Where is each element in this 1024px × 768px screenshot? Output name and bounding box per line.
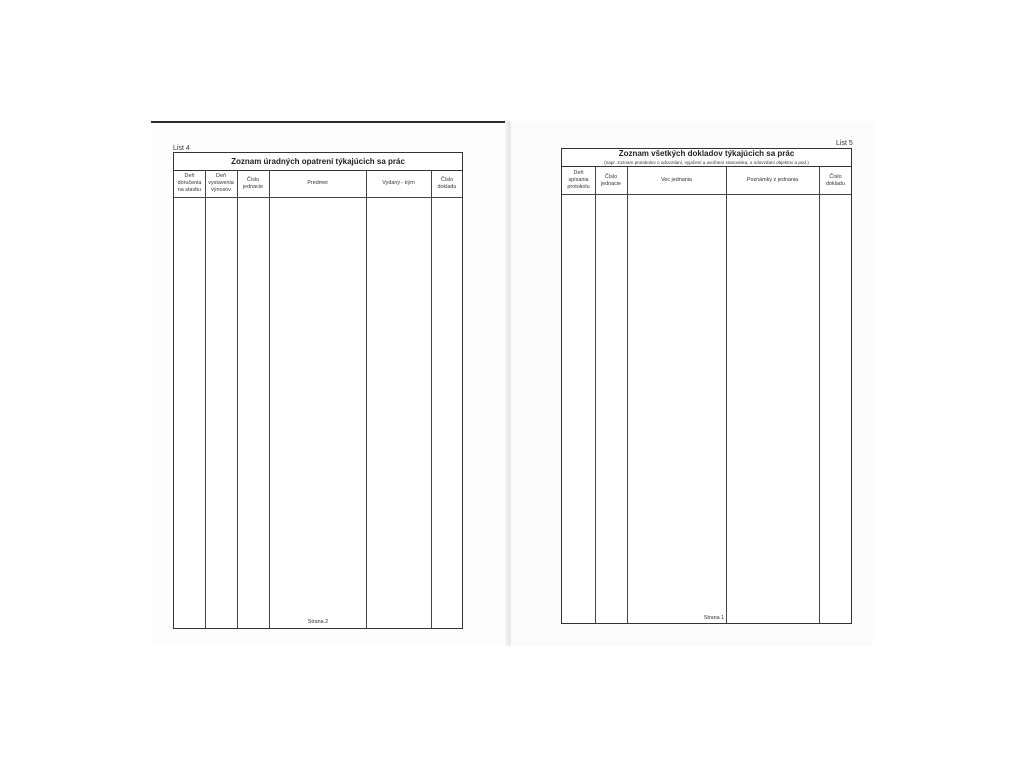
left-col-divider <box>366 170 367 628</box>
left-col-divider <box>431 170 432 628</box>
left-header-document-number: Číslo dokladu <box>437 176 457 190</box>
left-header-issue-date: Deň vystavenia výnosov <box>208 173 234 193</box>
right-table <box>561 148 852 624</box>
left-header-divider <box>174 197 462 198</box>
left-header-subject: Predmet <box>307 180 328 186</box>
right-col-divider <box>726 167 727 623</box>
right-page-number: Strana 1 <box>703 615 725 621</box>
right-header-meeting-notes: Poznámky z jednania <box>746 177 799 183</box>
document-spread <box>151 121 873 646</box>
right-header-matter: Vec jednania <box>661 177 692 183</box>
left-col-divider <box>205 170 206 628</box>
right-header-divider <box>562 194 851 195</box>
left-header-issued-by: Vydaný - kým <box>382 180 415 186</box>
right-table-title: Zoznam všetkých dokladov týkajúcich sa prác <box>618 149 795 158</box>
left-table <box>173 152 463 629</box>
right-header-document-number: Číslo dokladu <box>826 173 845 187</box>
right-sheet-label: List 5 <box>836 140 853 147</box>
left-sheet-label: List 4 <box>173 145 190 152</box>
right-table-title-block <box>562 149 851 167</box>
left-col-divider <box>269 170 270 628</box>
right-header-reference-number: Číslo jednacie <box>600 173 622 187</box>
left-header-delivery-date: Deň doručenia na stavbu <box>177 173 202 193</box>
right-col-divider <box>819 167 820 623</box>
left-table-title: Zoznam úradných opatrení týkajúcich sa prác <box>174 153 462 171</box>
right-col-divider <box>627 167 628 623</box>
right-header-protocol-date: Deň spísania protokolu <box>567 170 590 190</box>
right-page <box>511 121 873 646</box>
left-col-divider <box>237 170 238 628</box>
left-header-reference-number: Číslo jednacie <box>242 176 264 190</box>
left-page-number: Strana 2 <box>307 619 329 625</box>
right-table-subtitle: (napr. zoznam protokolov o odovzdaní, vyjačení a uvoľnení stanoviska, o odovzdaní objektov a pod.) <box>604 160 809 165</box>
left-page <box>151 121 509 646</box>
right-col-divider <box>595 167 596 623</box>
